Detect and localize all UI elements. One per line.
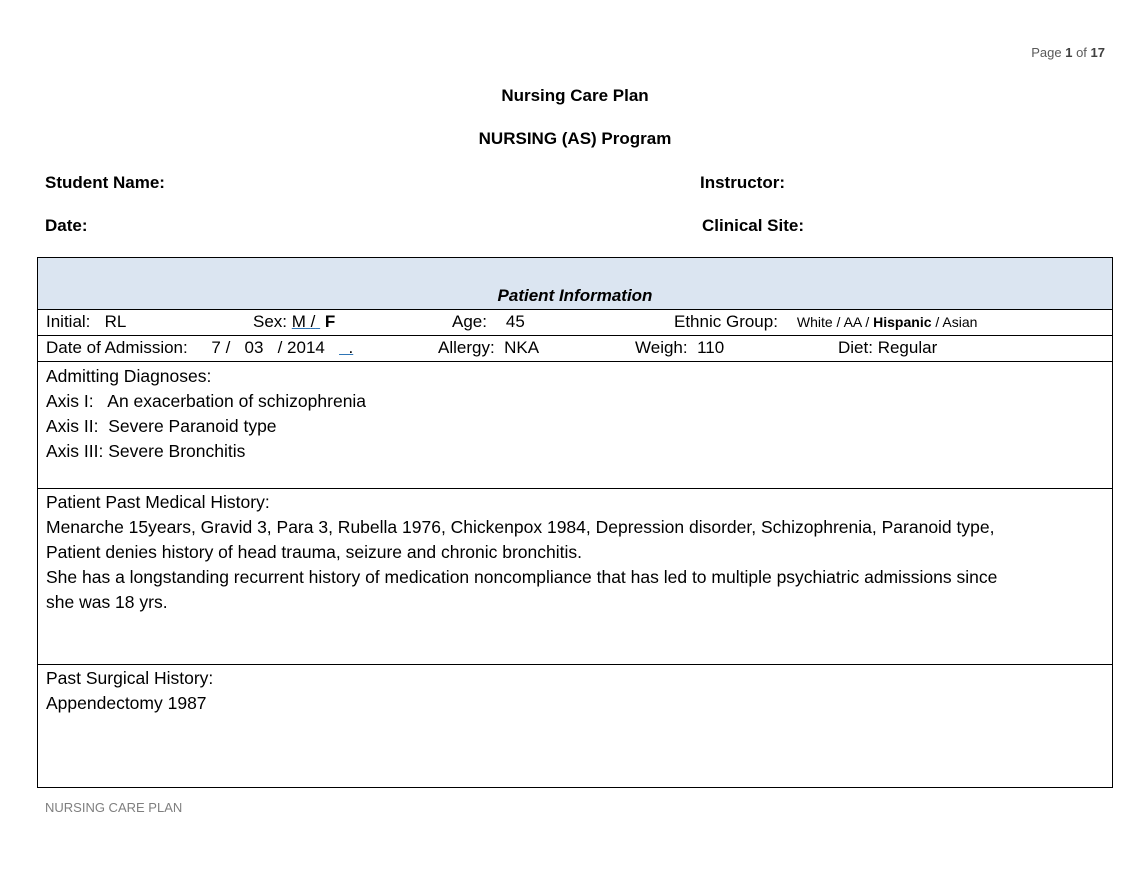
sex-sep: / — [310, 312, 316, 331]
medical-history-line: she was 18 yrs. — [46, 592, 168, 612]
ethnic-sep-1: / — [836, 314, 841, 330]
medical-history-line: Menarche 15years, Gravid 3, Para 3, Rubella 1976, Chickenpox 1984, Depression disorder, Schizophrenia, Paranoid type, — [46, 517, 995, 537]
diet-value: Regular — [877, 338, 938, 357]
admission-date-field — [46, 338, 353, 358]
patient-row-basic — [38, 309, 1112, 335]
medical-history-section — [38, 488, 1112, 664]
document-title: Nursing Care Plan — [501, 86, 649, 105]
medical-history-heading: Patient Past Medical History: — [46, 492, 270, 512]
section-header-band — [38, 258, 1112, 309]
initial-field — [46, 312, 126, 332]
admission-year: 2014 — [287, 338, 325, 357]
diet-label: Diet: — [838, 338, 873, 357]
page-current: 1 — [1065, 45, 1073, 60]
sex-male-selected — [292, 312, 320, 331]
ethnic-sep-3: / — [935, 314, 940, 330]
ethnic-options — [797, 314, 978, 330]
admission-sep-2: / — [277, 338, 283, 357]
sex-f: F — [324, 312, 336, 331]
admission-day: 03 — [244, 338, 264, 357]
sex-label: Sex: — [253, 312, 288, 331]
age-field — [452, 312, 525, 332]
admitting-diagnoses-section — [38, 361, 1112, 488]
instructor-label: Instructor: — [700, 173, 785, 192]
page-label: Page — [1031, 45, 1062, 60]
page-total: 17 — [1090, 45, 1105, 60]
ethnic-hispanic: Hispanic — [873, 314, 932, 330]
medical-history-line: Patient denies history of head trauma, seizure and chronic bronchitis. — [46, 542, 582, 562]
sex-field — [253, 312, 335, 332]
page-number — [1031, 45, 1105, 60]
ethnic-label: Ethnic Group: — [674, 312, 778, 331]
ethnic-field — [674, 312, 977, 332]
program-title: NURSING (AS) Program — [478, 129, 672, 148]
initial-value: RL — [104, 312, 127, 331]
date-label: Date: — [45, 216, 88, 235]
surgical-history-section — [38, 664, 1112, 787]
age-label: Age: — [452, 312, 487, 331]
ethnic-asian: Asian — [942, 314, 978, 330]
clinical-site-label: Clinical Site: — [702, 216, 805, 235]
admission-month: 7 — [211, 338, 221, 357]
weigh-label: Weigh: — [635, 338, 688, 357]
ethnic-white: White — [796, 314, 833, 330]
ethnic-aa: AA — [843, 314, 862, 330]
diagnosis-axis-3: Axis III: Severe Bronchitis — [46, 441, 246, 461]
sex-m: M — [291, 312, 306, 331]
patient-row-admission — [38, 335, 1112, 361]
page-footer: NURSING CARE PLAN — [45, 800, 183, 815]
surgical-history-line: Appendectomy 1987 — [46, 693, 207, 713]
diet-field — [838, 338, 937, 358]
diagnosis-axis-2: Axis II: Severe Paranoid type — [46, 416, 277, 436]
diagnoses-heading: Admitting Diagnoses: — [46, 366, 212, 386]
patient-information-form — [37, 257, 1113, 788]
admission-tail: . — [348, 338, 354, 357]
initial-label: Initial: — [46, 312, 91, 331]
weigh-field — [635, 338, 724, 358]
medical-history-line: She has a longstanding recurrent history of medication noncompliance that has led to multiple psychiatric admissions since — [46, 567, 998, 587]
page-of: of — [1076, 45, 1087, 60]
diagnosis-axis-1: Axis I: An exacerbation of schizophrenia — [46, 391, 367, 411]
ethnic-sep-2: / — [865, 314, 870, 330]
age-value: 45 — [505, 312, 525, 331]
admission-tail-underline — [339, 338, 353, 357]
student-name-label: Student Name: — [45, 173, 165, 192]
admission-sep-1: / — [225, 338, 231, 357]
surgical-history-heading: Past Surgical History: — [46, 668, 214, 688]
admission-label: Date of Admission: — [46, 338, 188, 357]
allergy-label: Allergy: — [438, 338, 495, 357]
allergy-value: NKA — [504, 338, 540, 357]
weigh-value: 110 — [697, 338, 725, 357]
allergy-field — [438, 338, 539, 358]
section-title: Patient Information — [497, 286, 653, 305]
